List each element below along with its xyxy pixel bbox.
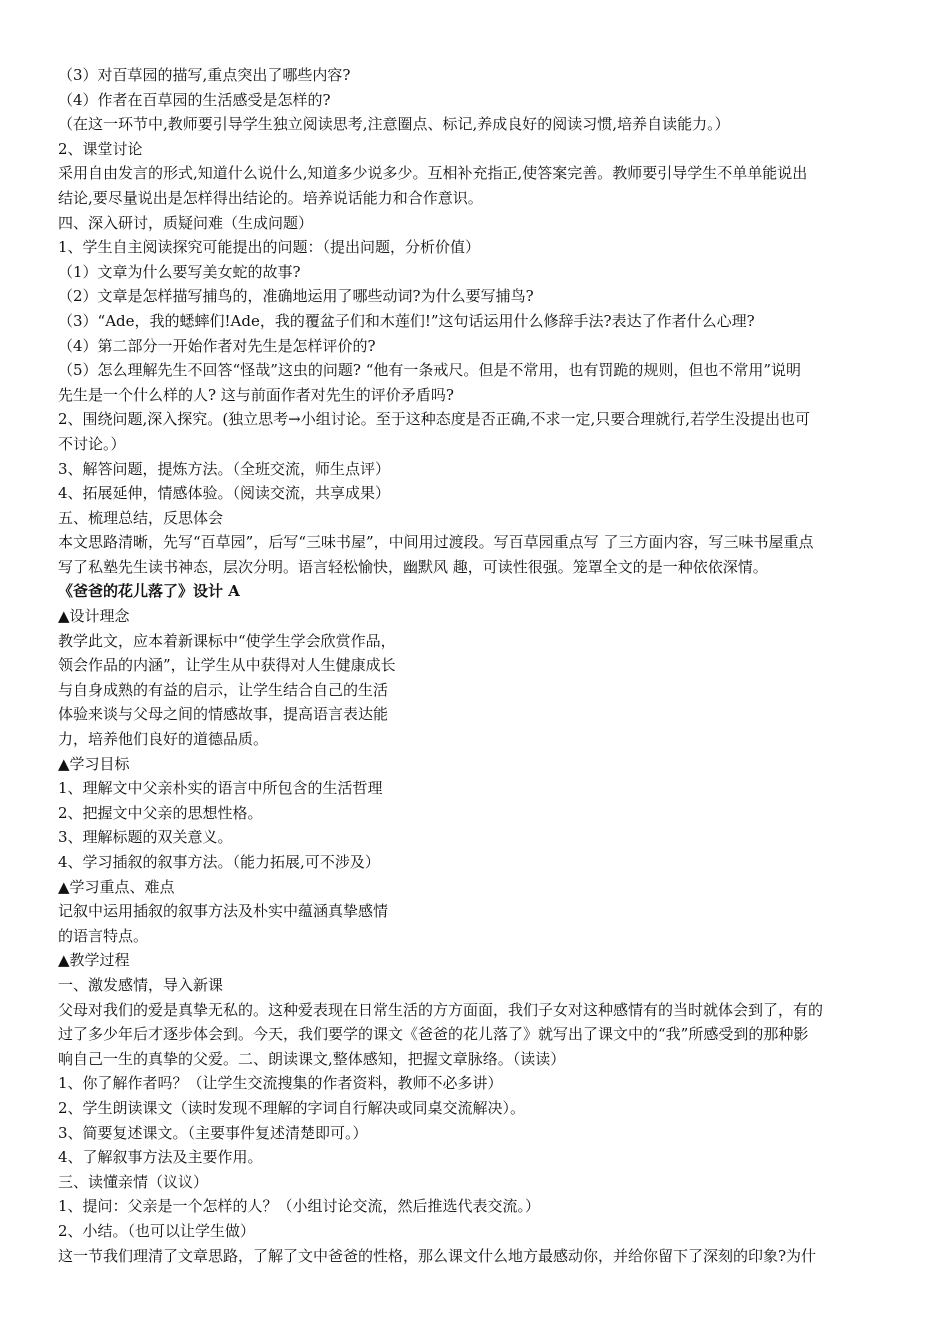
text-line: ▲学习重点、难点 [58, 877, 175, 896]
text-line: 2、把握文中父亲的思想性格。 [58, 803, 263, 822]
text-line: 4、学习插叙的叙事方法。（能力拓展,可不涉及） [58, 853, 380, 871]
text-line: 采用自由发言的形式,知道什么说什么,知道多少说多少。互相补充指正,使答案完善。教师要引导学生不单单能说出 [58, 164, 808, 183]
text-line: 力，培养他们良好的道德品质。 [58, 730, 269, 749]
text-line: （5）怎么理解先生不回答“怪哉”这虫的问题? “他有一条戒尺。但是不常用，也有罚跪的规则，但也不常用”说明 [58, 361, 802, 380]
text-line: 结论,要尽量说出是怎样得出结论的。培养说话能力和合作意识。 [58, 188, 483, 207]
text-line: 1、你了解作者吗？（让学生交流搜集的作者资料，教师不必多讲） [58, 1074, 503, 1093]
text-line: 1、理解文中父亲朴实的语言中所包含的生活哲理 [58, 779, 383, 798]
text-line: 3、解答问题，提炼方法。（全班交流，师生点评） [58, 459, 391, 478]
text-line: （在这一环节中,教师要引导学生独立阅读思考,注意圈点、标记,养成良好的阅读习惯,培养自读能力。） [58, 115, 730, 134]
section-title: 《爸爸的花儿落了》设计 A [58, 582, 240, 601]
text-line: 1、学生自主阅读探究可能提出的问题：（提出问题，分析价值） [58, 238, 481, 257]
text-line: 四、深入研讨，质疑问难（生成问题） [58, 213, 314, 232]
text-line: 过了多少年后才逐步体会到。今天，我们要学的课文《爸爸的花儿落了》就写出了课文中的“我”所感受到的那种影 [58, 1025, 809, 1044]
text-line: ▲学习目标 [58, 754, 130, 773]
text-line: 不讨论。） [58, 434, 126, 453]
text-line: （4）作者在百草园的生活感受是怎样的? [58, 90, 331, 109]
text-line: 写了私塾先生读书神态，层次分明。语言轻松愉快，幽默风 趣，可读性很强。笼罩全文的是一种依依深情。 [58, 557, 768, 576]
text-line: 2、围绕问题,深入探究。(独立思考→小组讨论。至于这种态度是否正确,不求一定,只要合理就行,若学生没提出也可 [58, 410, 811, 429]
text-line: 响自己一生的真挚的父爱。二、朗读课文,整体感知，把握文章脉络。（读读） [58, 1049, 566, 1068]
text-line: 先生是一个什么样的人? 这与前面作者对先生的评价矛盾吗? [58, 385, 454, 404]
text-line: 2、课堂讨论 [58, 139, 143, 158]
text-line: 与自身成熟的有益的启示，让学生结合自己的生活 [58, 680, 389, 699]
text-line: 4、拓展延伸，情感体验。（阅读交流，共享成果） [58, 484, 391, 503]
text-line: 体验来谈与父母之间的情感故事，提高语言表达能 [58, 705, 389, 724]
document-body [58, 63, 900, 1268]
text-line: 这一节我们理清了文章思路，了解了文中爸爸的性格，那么课文什么地方最感动你，并给你留下了深刻的印象?为什 [58, 1246, 817, 1265]
text-line: 三、读懂亲情（议议） [58, 1172, 209, 1191]
text-line: 4、了解叙事方法及主要作用。 [58, 1148, 263, 1167]
text-line: 1、提问：父亲是一个怎样的人？（小组讨论交流，然后推选代表交流。） [58, 1197, 541, 1216]
text-line: 五、梳理总结，反思体会 [58, 508, 224, 527]
text-line: （3）“Ade，我的蟋蟀们!Ade，我的覆盆子们和木莲们!”这句话运用什么修辞手法?表达了作者什么心理? [58, 311, 755, 330]
text-line: 父母对我们的爱是真挚无私的。这种爱表现在日常生活的方方面面，我们子女对这种感情有的当时就体会到了，有的 [58, 1000, 824, 1019]
text-line: ▲设计理念 [58, 607, 130, 626]
text-line: 领会作品的内涵”，让学生从中获得对人生健康成长 [58, 656, 396, 675]
text-line: 教学此文，应本着新课标中“使学生学会欣赏作品， [58, 631, 396, 650]
text-line: 本文思路清晰，先写“百草园”，后写“三味书屋”，中间用过渡段。写百草园重点写 了三方面内容，写三味书屋重点 [58, 533, 814, 552]
text-line: （1）文章为什么要写美女蛇的故事? [58, 262, 301, 281]
text-line: （2）文章是怎样描写捕鸟的，准确地运用了哪些动词?为什么要写捕鸟? [58, 287, 534, 306]
text-line: 3、理解标题的双关意义。 [58, 828, 233, 847]
text-line: 2、小结。（也可以让学生做） [58, 1221, 256, 1240]
text-line: （4）第二部分一开始作者对先生是怎样评价的? [58, 336, 376, 355]
text-line: 的语言特点。 [58, 926, 149, 945]
text-line: ▲教学过程 [58, 951, 130, 970]
text-line: 3、简要复述课文。（主要事件复述清楚即可。） [58, 1123, 368, 1142]
text-line: 记叙中运用插叙的叙事方法及朴实中蕴涵真挚感情 [58, 902, 389, 921]
text-line: （3）对百草园的描写,重点突出了哪些内容? [58, 66, 351, 84]
text-line: 2、学生朗读课文（读时发现不理解的字词自行解决或同桌交流解决）。 [58, 1098, 526, 1117]
text-line: 一、激发感情，导入新课 [58, 975, 224, 994]
